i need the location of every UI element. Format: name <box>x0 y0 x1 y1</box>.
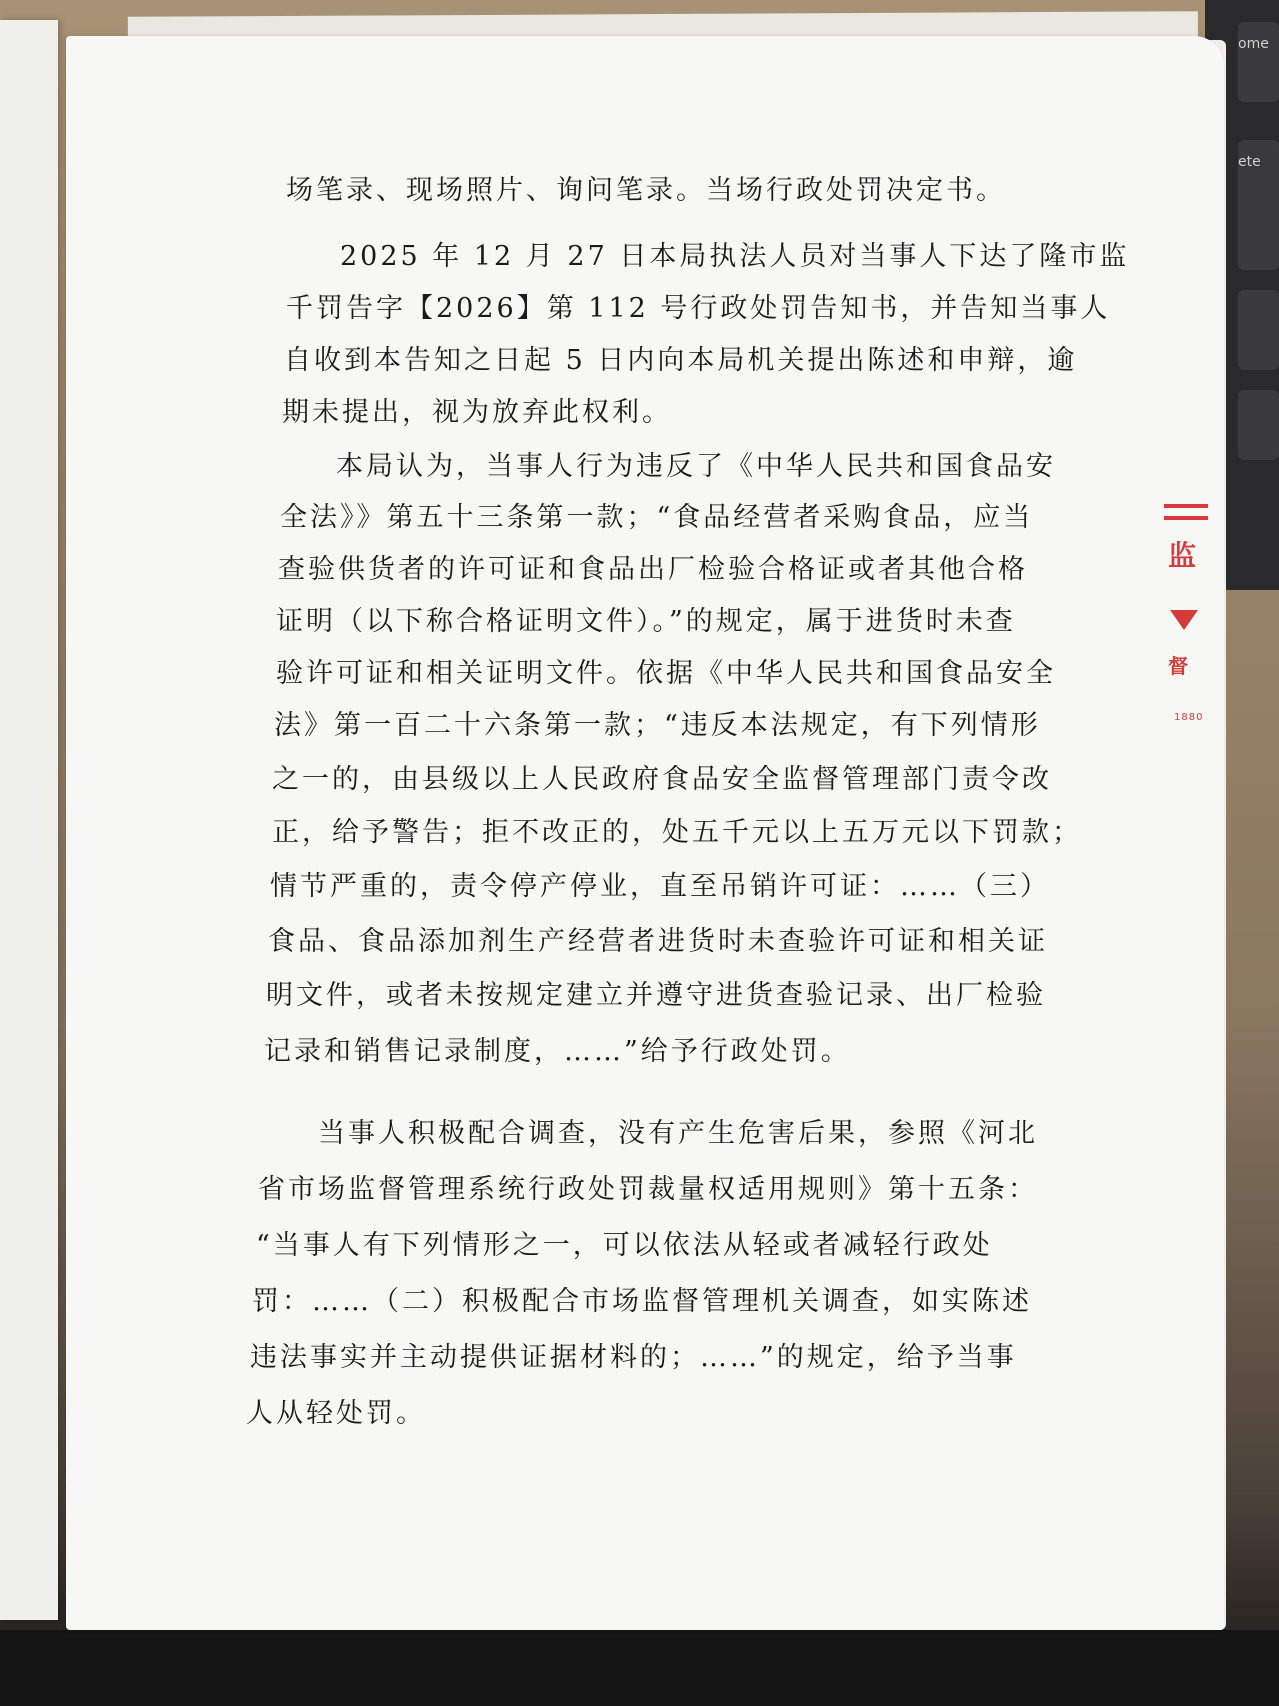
text-line: 法》第一百二十六条第一款；“违反本法规定，有下列情形 <box>274 710 1041 741</box>
seal-char: 督 <box>1168 654 1188 678</box>
desk-shadow <box>0 1630 1279 1706</box>
text-line: 2025 年 12 月 27 日本局执法人员对当事人下达了隆市监 <box>340 241 1130 272</box>
text-line: 违法事实并主动提供证据材料的；……”的规定，给予当事 <box>250 1342 1017 1373</box>
red-seal-stamp <box>1160 500 1210 740</box>
text-line: 期未提出，视为放弃此权利。 <box>282 397 672 428</box>
text-line: 验许可证和相关证明文件。依据《中华人民共和国食品安全 <box>276 658 1056 689</box>
text-line: 明文件，或者未按规定建立并遵守进货查验记录、出厂检验 <box>266 980 1046 1011</box>
text-line: 之一的，由县级以上人民政府食品安全监督管理部门责令改 <box>272 764 1052 795</box>
seal-mark <box>1170 610 1198 630</box>
delete-key <box>1238 140 1279 270</box>
text-line: 记录和销售记录制度，……”给予行政处罚。 <box>264 1036 851 1067</box>
seal-line <box>1164 516 1208 520</box>
text-line: 千罚告字【2026】第 112 号行政处罚告知书，并告知当事人 <box>286 293 1111 324</box>
keyboard-key <box>1238 290 1279 370</box>
seal-number: 1880 <box>1174 712 1204 723</box>
text-line: “当事人有下列情形之一，可以依法从轻或者减轻行政处 <box>256 1230 993 1261</box>
home-key-label: ome <box>1238 36 1269 52</box>
home-key <box>1238 22 1279 102</box>
text-line: 本局认为，当事人行为违反了《中华人民共和国食品安 <box>336 451 1056 482</box>
text-line: 人从轻处罚。 <box>246 1398 426 1429</box>
keyboard-key <box>1238 390 1279 460</box>
text-line: 查验供货者的许可证和食品出厂检验合格证或者其他合格 <box>278 554 1028 585</box>
text-line: 当事人积极配合调查，没有产生危害后果，参照《河北 <box>318 1118 1038 1149</box>
text-line: 证明（以下称合格证明文件）。”的规定，属于进货时未查 <box>276 606 1016 637</box>
text-line: 省市场监督管理系统行政处罚裁量权适用规则》第十五条： <box>258 1174 1038 1205</box>
text-line: 罚：……（二）积极配合市场监督管理机关调查，如实陈述 <box>252 1286 1032 1317</box>
text-line: 场笔录、现场照片、询问笔录。当场行政处罚决定书。 <box>286 175 1006 206</box>
text-line: 情节严重的，责令停产停业，直至吊销许可证：……（三） <box>270 871 1050 902</box>
text-line: 自收到本告知之日起 5 日内向本局机关提出陈述和申辩，逾 <box>284 345 1078 376</box>
delete-key-label: ete <box>1238 154 1261 170</box>
left-paper-sheet <box>0 20 58 1620</box>
seal-line <box>1164 504 1208 508</box>
seal-char: 监 <box>1168 539 1197 572</box>
text-line: 食品、食品添加剂生产经营者进货时未查验许可证和相关证 <box>268 926 1048 957</box>
text-line: 正，给予警告；拒不改正的，处五千元以上五万元以下罚款； <box>272 817 1082 848</box>
text-line: 全法》》第五十三条第一款；“食品经营者采购食品，应当 <box>280 502 1034 533</box>
